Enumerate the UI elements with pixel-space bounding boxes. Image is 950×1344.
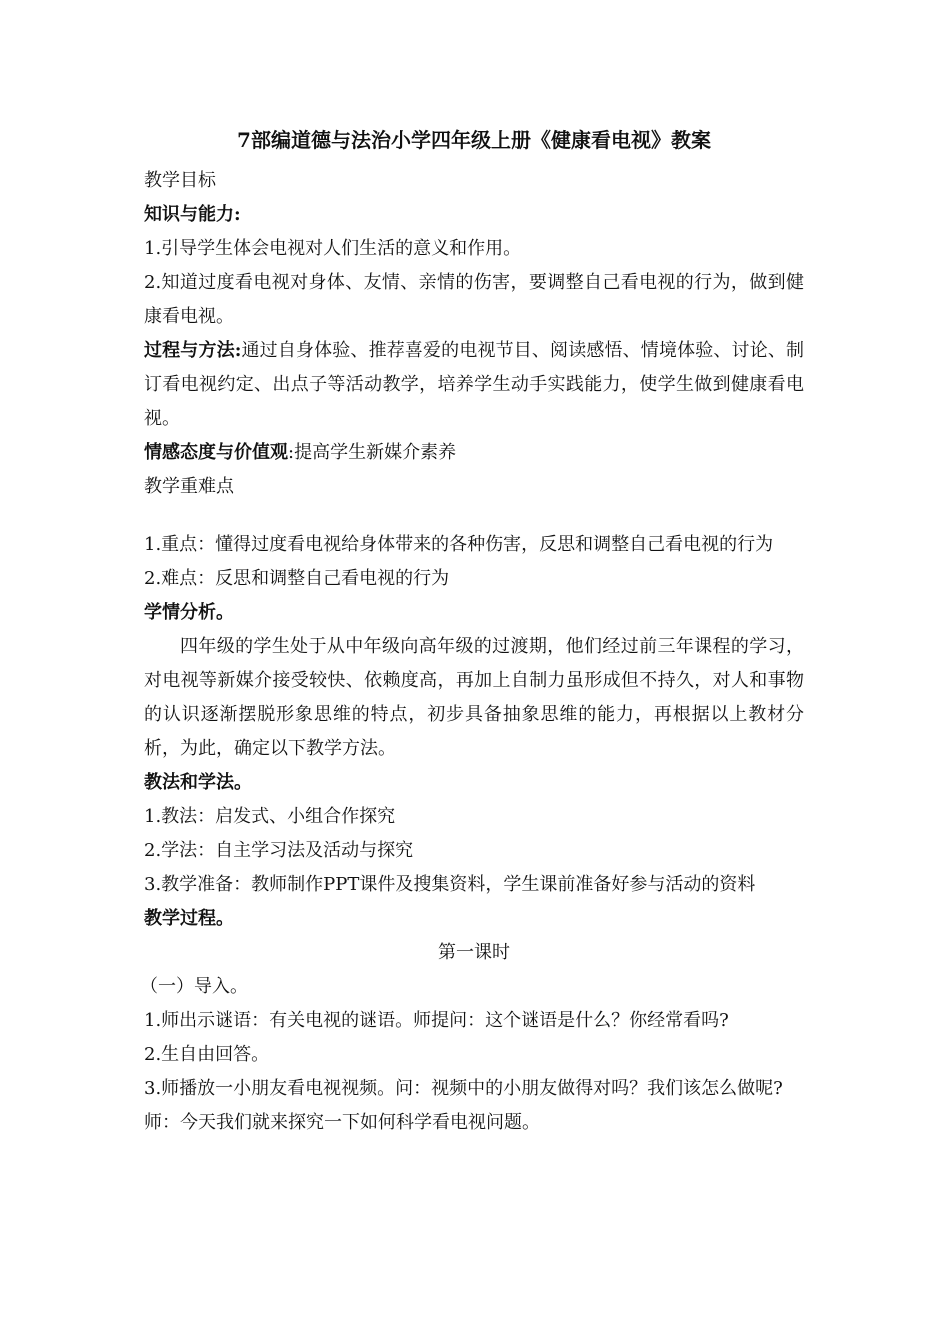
process-heading: 教学过程。 (144, 908, 234, 929)
analysis-text: 四年级的学生处于从中年级向高年级的过渡期，他们经过前三年课程的学习，对电视等新媒介接受较快、依赖度高，再加上自制力虽形成但不持久，对人和事物的认识逐渐摆脱形象思维的特点，初步具备抽象思维的能力，再根据以上教材分析，为此，确定以下教学方法。 (144, 636, 804, 759)
keypoint-1: 1.重点：懂得过度看电视给身体带来的各种伤害，反思和调整自己看电视的行为 (144, 534, 774, 555)
analysis-heading: 学情分析。 (144, 602, 234, 623)
goals-heading: 教学目标 (144, 170, 216, 191)
method-3: 3.教学准备：教师制作PPT课件及搜集资料，学生课前准备好参与活动的资料 (144, 874, 756, 895)
emotion-text: :提高学生新媒介素养 (288, 442, 457, 463)
keypoints-heading: 教学重难点 (144, 476, 234, 497)
step-3: 3.师播放一小朋友看电视视频。问：视频中的小朋友做得对吗？我们该怎么做呢? (144, 1078, 783, 1099)
keypoint-2: 2.难点：反思和调整自己看电视的行为 (144, 568, 450, 589)
document-title: 7部编道德与法治小学四年级上册《健康看电视》教案 (237, 128, 711, 152)
emotion-label: 情感态度与价值观 (144, 442, 288, 463)
spacer (144, 504, 804, 528)
section-intro: （一）导入。 (140, 976, 248, 997)
process-label: 过程与方法: (144, 340, 242, 361)
knowledge-item-2: 2.知道过度看电视对身体、友情、亲情的伤害，要调整自己看电视的行为，做到健康看电视。 (144, 272, 804, 327)
step-4: 师：今天我们就来探究一下如何科学看电视问题。 (144, 1112, 540, 1133)
knowledge-item-1: 1.引导学生体会电视对人们生活的意义和作用。 (144, 238, 522, 259)
document-page (140, 120, 804, 1140)
lesson-title: 第一课时 (438, 942, 510, 963)
process-text: 通过自身体验、推荐喜爱的电视节目、阅读感悟、情境体验、讨论、制订看电视约定、出点子等活动教学，培养学生动手实践能力，使学生做到健康看电视。 (144, 340, 804, 429)
method-1: 1.教法：启发式、小组合作探究 (144, 806, 396, 827)
process-paragraph (144, 334, 804, 436)
method-2: 2.学法：自主学习法及活动与探究 (144, 840, 414, 861)
emotion-paragraph (144, 436, 804, 470)
methods-heading: 教法和学法。 (144, 772, 252, 793)
step-1: 1.师出示谜语：有关电视的谜语。师提问：这个谜语是什么？你经常看吗? (144, 1010, 729, 1031)
step-2: 2.生自由回答。 (144, 1044, 270, 1065)
knowledge-label: 知识与能力: (144, 204, 241, 225)
